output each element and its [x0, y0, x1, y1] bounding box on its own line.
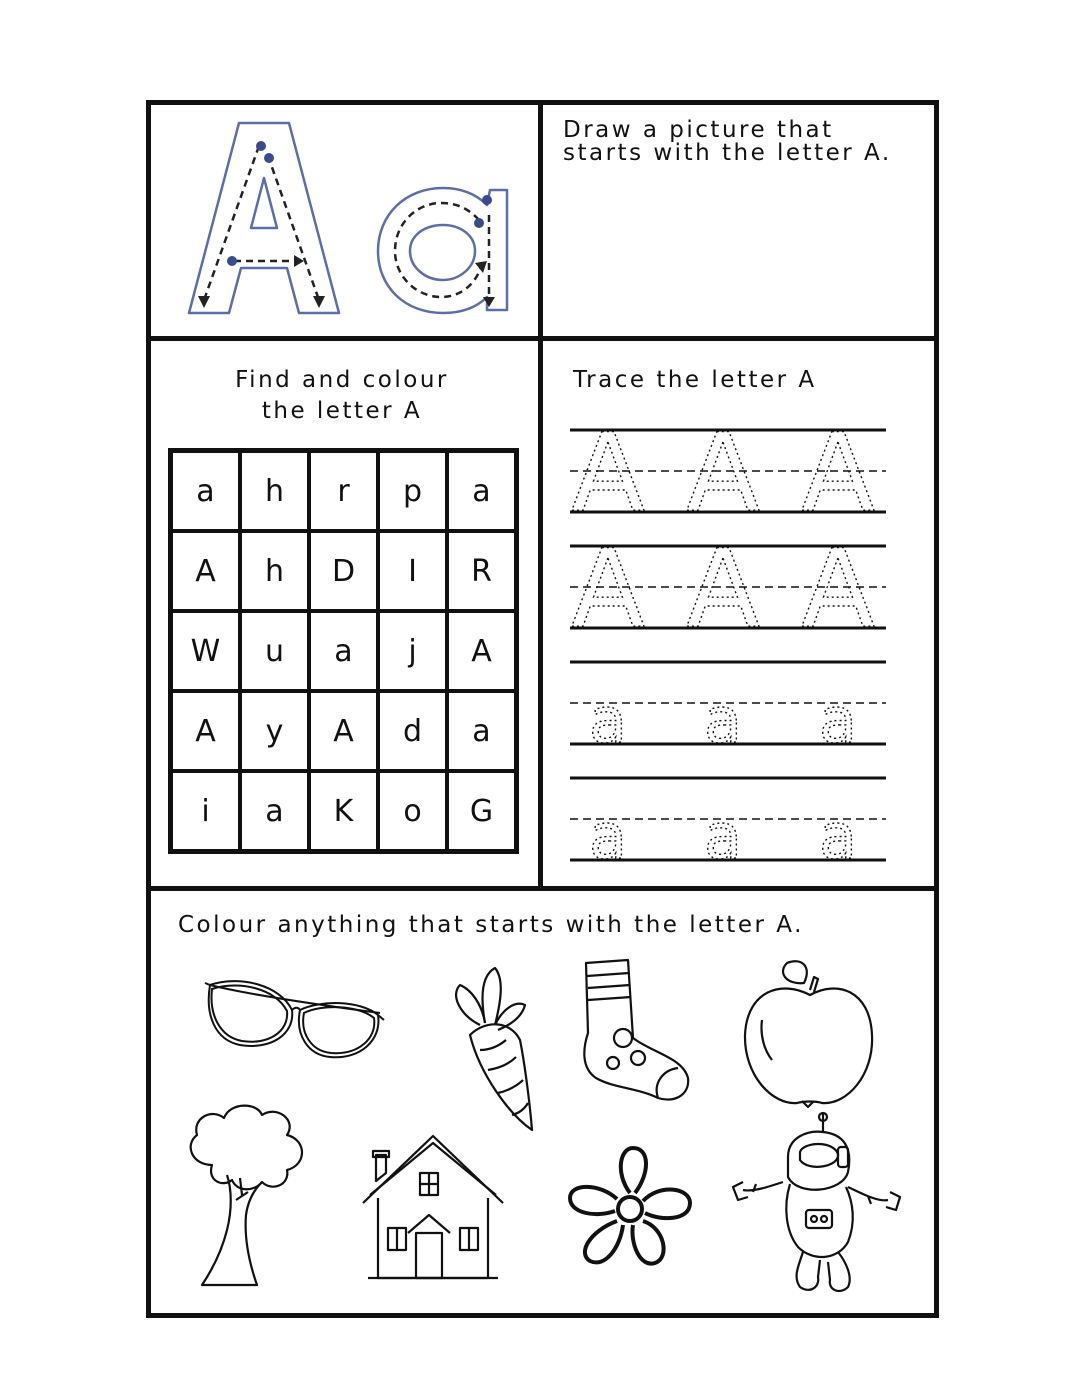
grid-cell[interactable]: d	[378, 691, 447, 771]
trace-letter-upper: A	[571, 527, 645, 652]
grid-cell[interactable]: a	[171, 451, 240, 531]
grid-cell[interactable]: r	[309, 451, 378, 531]
drawing-area[interactable]	[548, 175, 928, 330]
trace-letter-upper: A	[686, 411, 760, 536]
trace-letter-upper: A	[686, 527, 760, 652]
colour-anything-title: Colour anything that starts with the letter A.	[178, 912, 804, 938]
grid-cell[interactable]: A	[447, 611, 516, 691]
top-row-divider	[146, 336, 939, 341]
grid-cell[interactable]: a	[447, 691, 516, 771]
trace-title: Trace the letter A	[573, 367, 817, 393]
grid-cell[interactable]: h	[240, 531, 309, 611]
trace-letter-upper: A	[571, 411, 645, 536]
grid-cell[interactable]: p	[378, 451, 447, 531]
grid-cell[interactable]: R	[447, 531, 516, 611]
trace-letter-lower: a	[819, 684, 857, 757]
grid-cell[interactable]: K	[309, 771, 378, 851]
grid-cell[interactable]: i	[171, 771, 240, 851]
hero-letter-upper-a	[184, 118, 344, 323]
find-colour-instruction-line1: Find and colour	[235, 367, 449, 393]
vertical-divider	[538, 100, 543, 890]
trace-letter-upper: A	[801, 411, 875, 536]
trace-letter-lower: a	[819, 800, 857, 873]
flower-picture[interactable]	[565, 1143, 695, 1273]
grid-cell[interactable]: o	[378, 771, 447, 851]
middle-row-divider	[146, 886, 939, 891]
grid-cell[interactable]: A	[171, 531, 240, 611]
carrot-picture[interactable]	[440, 965, 540, 1135]
trace-letter-lower: a	[704, 684, 742, 757]
tree-picture[interactable]	[182, 1100, 312, 1290]
grid-cell[interactable]: D	[309, 531, 378, 611]
sock-picture[interactable]	[578, 958, 693, 1103]
trace-letter-lower: a	[589, 684, 627, 757]
grid-cell[interactable]: G	[447, 771, 516, 851]
grid-cell[interactable]: j	[378, 611, 447, 691]
grid-cell[interactable]: W	[171, 611, 240, 691]
draw-picture-instruction-line2: starts with the letter A.	[563, 140, 892, 166]
astronaut-picture[interactable]	[728, 1112, 903, 1302]
draw-picture-instruction-line1: Draw a picture that	[563, 117, 834, 143]
grid-cell[interactable]: A	[309, 691, 378, 771]
grid-cell[interactable]: y	[240, 691, 309, 771]
grid-cell[interactable]: a	[447, 451, 516, 531]
grid-cell[interactable]: I	[378, 531, 447, 611]
hero-letter-lower-a	[375, 185, 515, 315]
grid-cell[interactable]: A	[171, 691, 240, 771]
grid-cell[interactable]: a	[309, 611, 378, 691]
glasses-picture[interactable]	[200, 975, 385, 1070]
trace-letter-lower: a	[704, 800, 742, 873]
trace-letter-upper: A	[801, 527, 875, 652]
letter-search-grid	[168, 448, 519, 854]
grid-cell[interactable]: h	[240, 451, 309, 531]
find-colour-instruction-line2: the letter A	[261, 398, 423, 424]
trace-letter-lower: a	[589, 800, 627, 873]
grid-cell[interactable]: u	[240, 611, 309, 691]
grid-cell[interactable]: a	[240, 771, 309, 851]
trace-lines-area[interactable]	[568, 411, 898, 873]
house-picture[interactable]	[358, 1133, 508, 1283]
apple-picture[interactable]	[742, 955, 877, 1110]
